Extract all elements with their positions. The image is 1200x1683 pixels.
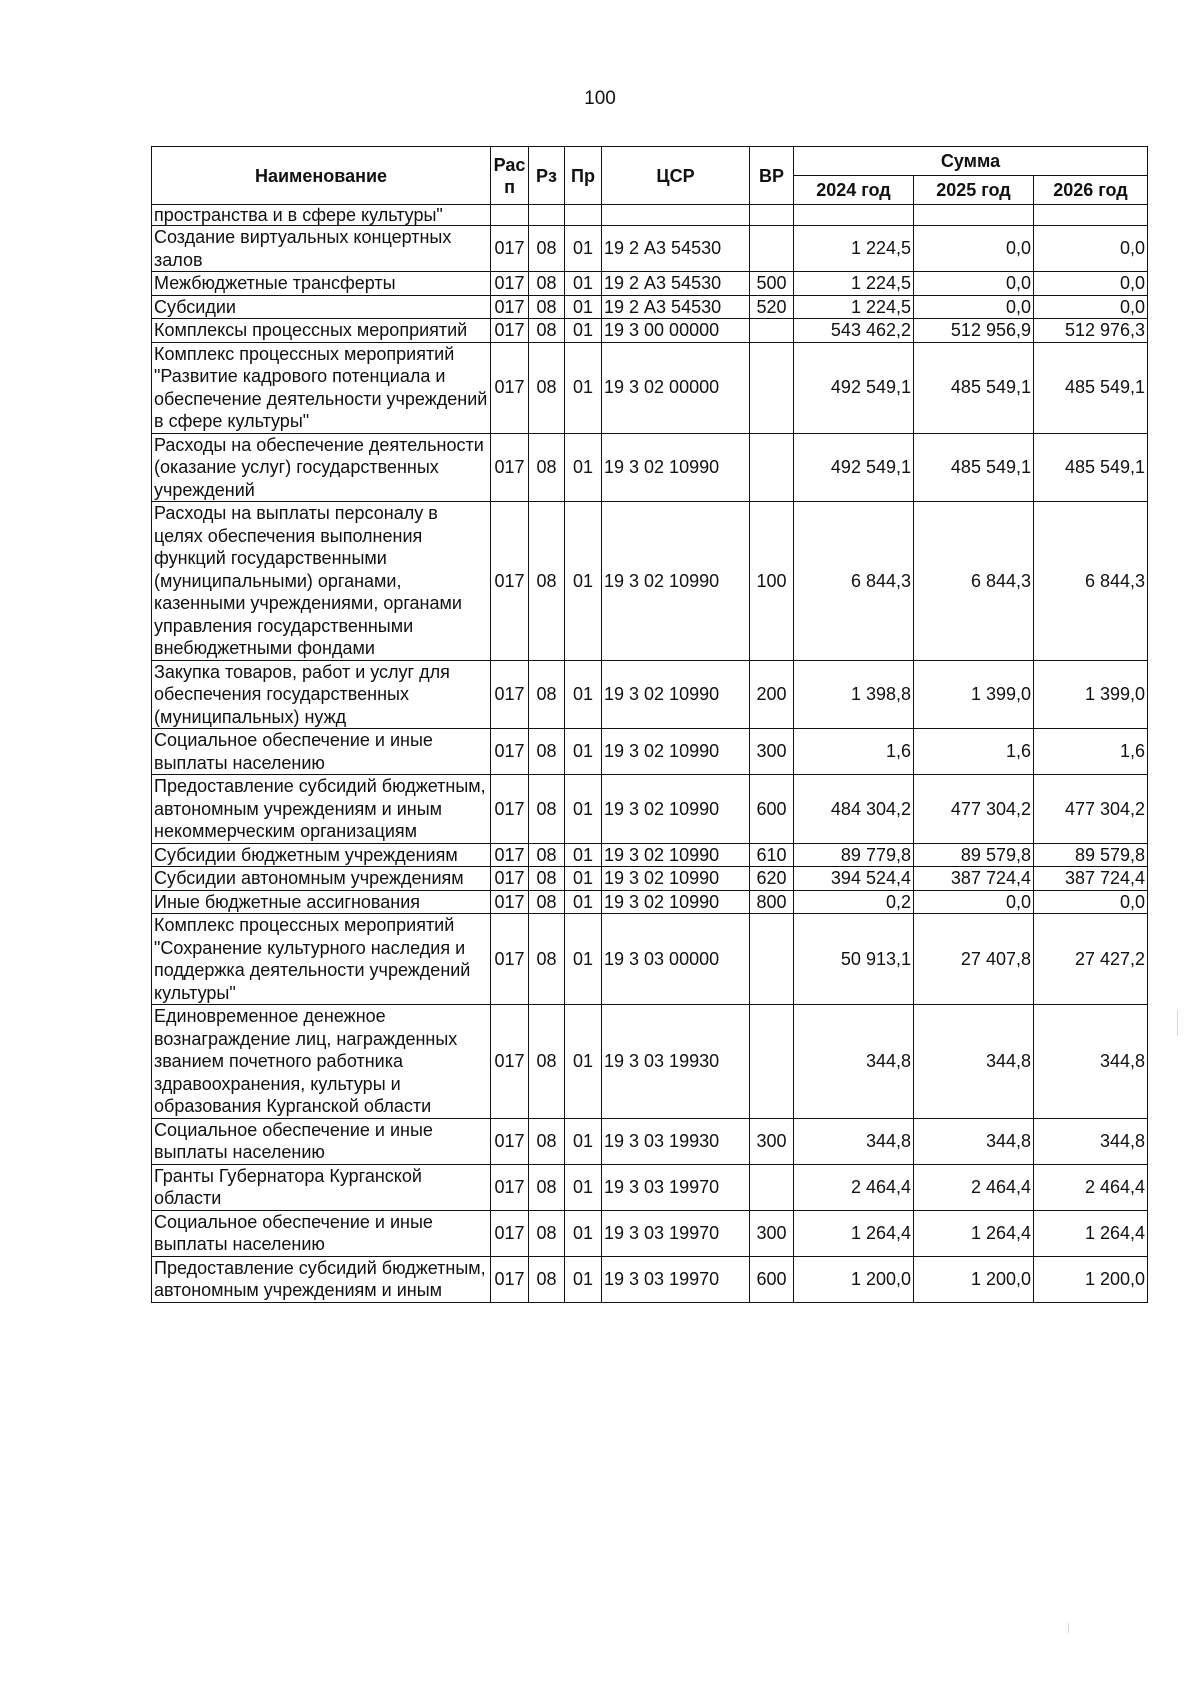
cell-rz: 08 [529, 226, 565, 272]
cell-rz: 08 [529, 272, 565, 296]
table-row [152, 660, 1148, 729]
cell-vr [750, 342, 794, 433]
cell-rasp: 017 [491, 914, 529, 1005]
cell-2025: 0,0 [914, 295, 1034, 319]
cell-rasp: 017 [491, 1118, 529, 1164]
cell-rz: 08 [529, 843, 565, 867]
cell-2026: 344,8 [1034, 1118, 1148, 1164]
cell-2026: 2 464,4 [1034, 1164, 1148, 1210]
cell-rz: 08 [529, 319, 565, 343]
cell-2025: 6 844,3 [914, 502, 1034, 661]
cell-vr: 610 [750, 843, 794, 867]
cell-csr: 19 3 03 19930 [602, 1118, 750, 1164]
cell-2025: 1,6 [914, 729, 1034, 775]
cell-vr: 600 [750, 1256, 794, 1302]
cell-rz: 08 [529, 1256, 565, 1302]
cell-name: Гранты Губернатора Курганской области [152, 1164, 491, 1210]
cell-csr: 19 3 02 10990 [602, 502, 750, 661]
table-row [152, 775, 1148, 844]
cell-2026: 6 844,3 [1034, 502, 1148, 661]
cell-vr: 200 [750, 660, 794, 729]
cell-2024: 543 462,2 [794, 319, 914, 343]
cell-csr: 19 3 02 10990 [602, 843, 750, 867]
header-csr: ЦСР [602, 147, 750, 205]
cell-name: Иные бюджетные ассигнования [152, 890, 491, 914]
table-row [152, 729, 1148, 775]
cell-rz: 08 [529, 660, 565, 729]
cell-2025: 0,0 [914, 226, 1034, 272]
cell-name: Социальное обеспечение и иные выплаты населению [152, 1118, 491, 1164]
cell-name: Субсидии автономным учреждениям [152, 867, 491, 891]
cell-2026: 387 724,4 [1034, 867, 1148, 891]
cell-rasp: 017 [491, 775, 529, 844]
cell-rz: 08 [529, 890, 565, 914]
cell-csr [602, 205, 750, 226]
cell-2026: 485 549,1 [1034, 433, 1148, 502]
cell-rz: 08 [529, 867, 565, 891]
table-row [152, 205, 1148, 226]
cell-csr: 19 3 02 10990 [602, 890, 750, 914]
cell-name: Единовременное денежное вознаграждение лиц, награжденных званием почетного работника здравоохранения, культуры и образования Курганской области [152, 1005, 491, 1119]
cell-2024: 344,8 [794, 1005, 914, 1119]
table-row [152, 1164, 1148, 1210]
cell-csr: 19 3 03 19970 [602, 1164, 750, 1210]
cell-name: Закупка товаров, работ и услуг для обеспечения государственных (муниципальных) нужд [152, 660, 491, 729]
cell-pr: 01 [565, 1164, 602, 1210]
cell-2024: 1 200,0 [794, 1256, 914, 1302]
cell-2025: 344,8 [914, 1005, 1034, 1119]
cell-2024: 1 224,5 [794, 295, 914, 319]
cell-rasp: 017 [491, 1005, 529, 1119]
table-row [152, 226, 1148, 272]
cell-rz: 08 [529, 342, 565, 433]
cell-rz: 08 [529, 433, 565, 502]
cell-2025: 485 549,1 [914, 342, 1034, 433]
cell-rasp: 017 [491, 1164, 529, 1210]
cell-2024: 6 844,3 [794, 502, 914, 661]
cell-name: Расходы на выплаты персоналу в целях обеспечения выполнения функций государственными (муниципальными) органами, казенными учреждениями, органами управления государственными внебюджетными фондами [152, 502, 491, 661]
cell-2026: 0,0 [1034, 295, 1148, 319]
cell-pr: 01 [565, 775, 602, 844]
header-name: Наименование [152, 147, 491, 205]
cell-rz: 08 [529, 914, 565, 1005]
table-row [152, 272, 1148, 296]
cell-csr: 19 3 03 19930 [602, 1005, 750, 1119]
cell-2025: 485 549,1 [914, 433, 1034, 502]
cell-2025: 27 407,8 [914, 914, 1034, 1005]
cell-csr: 19 3 03 19970 [602, 1210, 750, 1256]
cell-2024: 492 549,1 [794, 342, 914, 433]
cell-2024: 0,2 [794, 890, 914, 914]
cell-rz: 08 [529, 1210, 565, 1256]
cell-2025: 512 956,9 [914, 319, 1034, 343]
cell-2024: 89 779,8 [794, 843, 914, 867]
cell-vr: 500 [750, 272, 794, 296]
table-row [152, 295, 1148, 319]
cell-2025: 1 200,0 [914, 1256, 1034, 1302]
cell-2024: 50 913,1 [794, 914, 914, 1005]
table-row [152, 1210, 1148, 1256]
cell-2026: 1 200,0 [1034, 1256, 1148, 1302]
cell-rz: 08 [529, 1118, 565, 1164]
cell-pr: 01 [565, 729, 602, 775]
cell-name: Межбюджетные трансферты [152, 272, 491, 296]
table-body [152, 205, 1148, 1303]
cell-vr [750, 319, 794, 343]
scan-mark [1068, 1623, 1069, 1633]
cell-2024: 492 549,1 [794, 433, 914, 502]
cell-name: Социальное обеспечение и иные выплаты населению [152, 1210, 491, 1256]
cell-vr: 520 [750, 295, 794, 319]
cell-pr: 01 [565, 867, 602, 891]
header-vr: ВР [750, 147, 794, 205]
cell-pr: 01 [565, 295, 602, 319]
cell-rz: 08 [529, 502, 565, 661]
cell-rasp: 017 [491, 1210, 529, 1256]
header-year-2025: 2025 год [914, 176, 1034, 205]
cell-2026 [1034, 205, 1148, 226]
cell-pr: 01 [565, 342, 602, 433]
cell-rasp: 017 [491, 729, 529, 775]
cell-rasp: 017 [491, 319, 529, 343]
cell-csr: 19 3 02 10990 [602, 660, 750, 729]
cell-name: Расходы на обеспечение деятельности (оказание услуг) государственных учреждений [152, 433, 491, 502]
cell-vr: 300 [750, 729, 794, 775]
cell-name: Субсидии бюджетным учреждениям [152, 843, 491, 867]
cell-rz: 08 [529, 775, 565, 844]
cell-rasp: 017 [491, 502, 529, 661]
cell-name: Предоставление субсидий бюджетным, автономным учреждениям и иным [152, 1256, 491, 1302]
cell-vr: 620 [750, 867, 794, 891]
cell-vr: 600 [750, 775, 794, 844]
cell-csr: 19 3 03 00000 [602, 914, 750, 1005]
table-row [152, 1256, 1148, 1302]
cell-rasp: 017 [491, 433, 529, 502]
cell-rasp: 017 [491, 226, 529, 272]
cell-2025 [914, 205, 1034, 226]
cell-2026: 0,0 [1034, 226, 1148, 272]
cell-rasp: 017 [491, 1256, 529, 1302]
cell-2026: 1 264,4 [1034, 1210, 1148, 1256]
cell-vr [750, 205, 794, 226]
cell-vr [750, 1005, 794, 1119]
cell-2024 [794, 205, 914, 226]
cell-2024: 1,6 [794, 729, 914, 775]
table-row [152, 342, 1148, 433]
cell-rasp: 017 [491, 890, 529, 914]
header-rz: Рз [529, 147, 565, 205]
table-row [152, 1118, 1148, 1164]
table-row [152, 867, 1148, 891]
cell-2026: 1,6 [1034, 729, 1148, 775]
cell-rasp: 017 [491, 342, 529, 433]
cell-2025: 387 724,4 [914, 867, 1034, 891]
page-number: 100 [584, 88, 616, 109]
cell-2026: 512 976,3 [1034, 319, 1148, 343]
cell-rz: 08 [529, 729, 565, 775]
cell-2026: 0,0 [1034, 272, 1148, 296]
cell-csr: 19 2 А3 54530 [602, 226, 750, 272]
cell-pr: 01 [565, 660, 602, 729]
table-row [152, 319, 1148, 343]
scan-mark [1177, 1010, 1178, 1036]
cell-pr: 01 [565, 502, 602, 661]
cell-2025: 0,0 [914, 272, 1034, 296]
cell-rz [529, 205, 565, 226]
cell-vr: 300 [750, 1210, 794, 1256]
cell-csr: 19 3 03 19970 [602, 1256, 750, 1302]
cell-2025: 1 264,4 [914, 1210, 1034, 1256]
cell-2025: 1 399,0 [914, 660, 1034, 729]
cell-rz: 08 [529, 1005, 565, 1119]
cell-2024: 484 304,2 [794, 775, 914, 844]
cell-name: Создание виртуальных концертных залов [152, 226, 491, 272]
cell-vr: 300 [750, 1118, 794, 1164]
table-row [152, 502, 1148, 661]
cell-name: пространства и в сфере культуры" [152, 205, 491, 226]
table-row [152, 433, 1148, 502]
cell-2024: 1 224,5 [794, 272, 914, 296]
cell-csr: 19 3 02 00000 [602, 342, 750, 433]
header-year-2026: 2026 год [1034, 176, 1148, 205]
cell-pr: 01 [565, 226, 602, 272]
cell-name: Предоставление субсидий бюджетным, автономным учреждениям и иным некоммерческим организациям [152, 775, 491, 844]
cell-name: Комплексы процессных мероприятий [152, 319, 491, 343]
header-pr: Пр [565, 147, 602, 205]
cell-2026: 27 427,2 [1034, 914, 1148, 1005]
cell-pr: 01 [565, 1256, 602, 1302]
cell-rasp: 017 [491, 272, 529, 296]
cell-2025: 0,0 [914, 890, 1034, 914]
table-row [152, 843, 1148, 867]
cell-csr: 19 3 02 10990 [602, 867, 750, 891]
header-rasp: Рас п [491, 147, 529, 205]
cell-2025: 89 579,8 [914, 843, 1034, 867]
cell-vr: 800 [750, 890, 794, 914]
table-row [152, 914, 1148, 1005]
cell-rz: 08 [529, 1164, 565, 1210]
cell-name: Субсидии [152, 295, 491, 319]
cell-2024: 344,8 [794, 1118, 914, 1164]
cell-pr [565, 205, 602, 226]
cell-2025: 477 304,2 [914, 775, 1034, 844]
cell-csr: 19 3 02 10990 [602, 433, 750, 502]
cell-name: Социальное обеспечение и иные выплаты населению [152, 729, 491, 775]
cell-rasp: 017 [491, 843, 529, 867]
cell-rz: 08 [529, 295, 565, 319]
table-row [152, 890, 1148, 914]
table-row [152, 1005, 1148, 1119]
cell-2024: 2 464,4 [794, 1164, 914, 1210]
cell-name: Комплекс процессных мероприятий "Сохранение культурного наследия и поддержка деятельности учреждений культуры" [152, 914, 491, 1005]
cell-csr: 19 3 02 10990 [602, 775, 750, 844]
cell-pr: 01 [565, 890, 602, 914]
cell-csr: 19 2 А3 54530 [602, 295, 750, 319]
cell-rasp: 017 [491, 867, 529, 891]
cell-rasp [491, 205, 529, 226]
cell-2025: 2 464,4 [914, 1164, 1034, 1210]
cell-vr [750, 914, 794, 1005]
cell-2026: 0,0 [1034, 890, 1148, 914]
cell-2026: 89 579,8 [1034, 843, 1148, 867]
cell-2024: 1 264,4 [794, 1210, 914, 1256]
cell-csr: 19 3 00 00000 [602, 319, 750, 343]
cell-pr: 01 [565, 914, 602, 1005]
cell-rasp: 017 [491, 295, 529, 319]
cell-pr: 01 [565, 272, 602, 296]
header-summa: Сумма [794, 147, 1148, 176]
cell-2025: 344,8 [914, 1118, 1034, 1164]
budget-table [151, 146, 1148, 1303]
cell-rasp: 017 [491, 660, 529, 729]
cell-vr: 100 [750, 502, 794, 661]
cell-2026: 477 304,2 [1034, 775, 1148, 844]
cell-csr: 19 2 А3 54530 [602, 272, 750, 296]
cell-pr: 01 [565, 433, 602, 502]
cell-2024: 1 398,8 [794, 660, 914, 729]
cell-2024: 1 224,5 [794, 226, 914, 272]
cell-vr [750, 433, 794, 502]
cell-pr: 01 [565, 319, 602, 343]
cell-pr: 01 [565, 1118, 602, 1164]
cell-2026: 344,8 [1034, 1005, 1148, 1119]
cell-vr [750, 1164, 794, 1210]
cell-csr: 19 3 02 10990 [602, 729, 750, 775]
cell-pr: 01 [565, 843, 602, 867]
cell-2026: 1 399,0 [1034, 660, 1148, 729]
cell-2024: 394 524,4 [794, 867, 914, 891]
cell-pr: 01 [565, 1210, 602, 1256]
cell-vr [750, 226, 794, 272]
cell-pr: 01 [565, 1005, 602, 1119]
table-header [152, 147, 1148, 205]
header-year-2024: 2024 год [794, 176, 914, 205]
cell-name: Комплекс процессных мероприятий "Развитие кадрового потенциала и обеспечение деятельности учреждений в сфере культуры" [152, 342, 491, 433]
cell-2026: 485 549,1 [1034, 342, 1148, 433]
